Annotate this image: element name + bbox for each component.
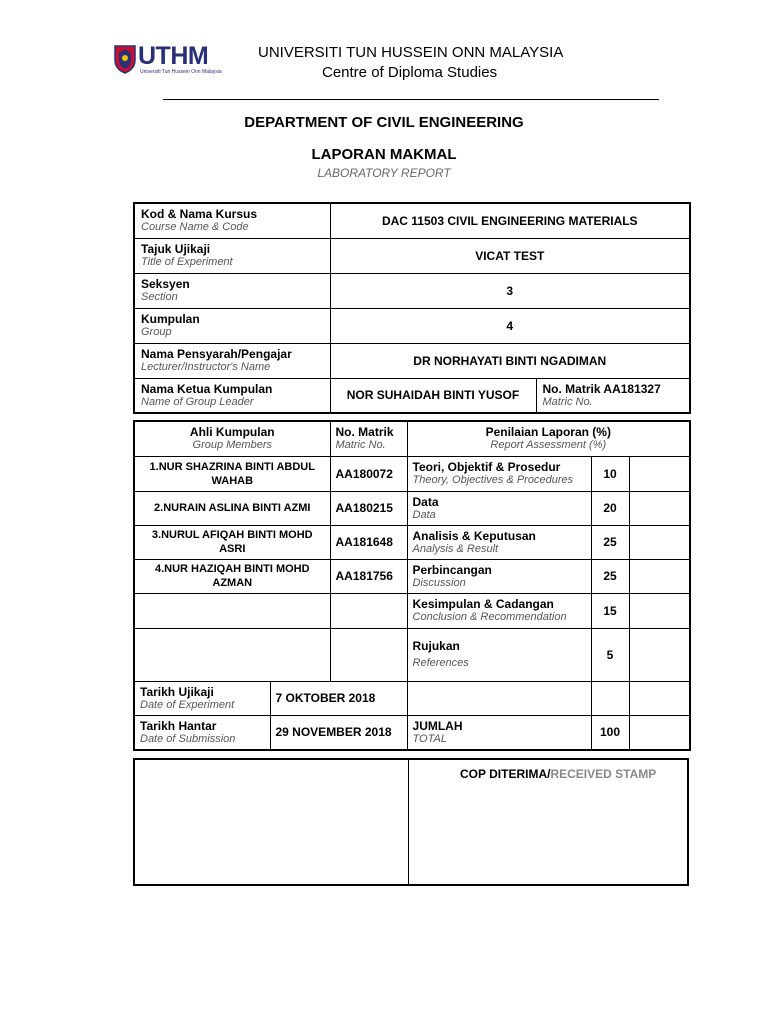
- title-row: [134, 238, 690, 273]
- table-row: [134, 491, 690, 525]
- shield-icon: [113, 44, 137, 74]
- assessment-score: 10: [591, 456, 629, 491]
- member-matric: [330, 628, 407, 681]
- table-row: [134, 628, 690, 681]
- blank-cell: [591, 681, 629, 715]
- report-subtitle: LABORATORY REPORT: [317, 166, 451, 180]
- date-submission-value: 29 NOVEMBER 2018: [270, 715, 407, 750]
- received-stamp-label: COP DITERIMA/RECEIVED STAMP: [460, 767, 657, 781]
- member-name: [134, 628, 330, 681]
- assessment-item: Teori, Objektif & Prosedur Theory, Objectives & Procedures: [407, 456, 591, 491]
- logo-wordmark: UTHM: [138, 42, 209, 70]
- blank-cell: [629, 681, 690, 715]
- blank-cell: [629, 715, 690, 750]
- assessment-score: 25: [591, 559, 629, 593]
- member-name: 2.NURAIN ASLINA BINTI AZMI: [134, 491, 330, 525]
- score-blank: [629, 525, 690, 559]
- table-row: [134, 593, 690, 628]
- member-name: 1.NUR SHAZRINA BINTI ABDUL WAHAB: [134, 456, 330, 491]
- assessment-score: 25: [591, 525, 629, 559]
- header-divider: [163, 99, 659, 100]
- section-row: [134, 273, 690, 308]
- lecturer-label: Nama Pensyarah/Pengajar Lecturer/Instructor's Name: [134, 343, 330, 378]
- table-row: [134, 456, 690, 491]
- leader-value: NOR SUHAIDAH BINTI YUSOF: [330, 378, 536, 413]
- assessment-item: Analisis & Keputusan Analysis & Result: [407, 525, 591, 559]
- member-matric: [330, 593, 407, 628]
- total-score: 100: [591, 715, 629, 750]
- score-blank: [629, 593, 690, 628]
- section-label: Seksyen Section: [134, 273, 330, 308]
- score-blank: [629, 628, 690, 681]
- leader-label: Nama Ketua Kumpulan Name of Group Leader: [134, 378, 330, 413]
- matric-header: No. Matrik Matric No.: [330, 421, 407, 456]
- table-row: [134, 525, 690, 559]
- course-row: [134, 203, 690, 238]
- group-value: 4: [330, 308, 690, 343]
- date-experiment-value: 7 OKTOBER 2018: [270, 681, 407, 715]
- department-title: DEPARTMENT OF CIVIL ENGINEERING: [244, 114, 524, 131]
- member-matric: AA181648: [330, 525, 407, 559]
- course-label: Kod & Nama Kursus Course Name & Code: [134, 203, 330, 238]
- assessment-item: Kesimpulan & Cadangan Conclusion & Recommendation: [407, 593, 591, 628]
- member-matric: AA180072: [330, 456, 407, 491]
- score-blank: [629, 491, 690, 525]
- course-value: DAC 11503 CIVIL ENGINEERING MATERIALS: [330, 203, 690, 238]
- title-label: Tajuk Ujikaji Title of Experiment: [134, 238, 330, 273]
- leader-matric: No. Matrik AA181327 Matric No.: [536, 378, 690, 413]
- lecturer-row: [134, 343, 690, 378]
- assessment-item: Perbincangan Discussion: [407, 559, 591, 593]
- members-header: Ahli Kumpulan Group Members: [134, 421, 330, 456]
- title-value: VICAT TEST: [330, 238, 690, 273]
- member-name: 4.NUR HAZIQAH BINTI MOHD AZMAN: [134, 559, 330, 593]
- report-title: LAPORAN MAKMAL: [311, 146, 457, 163]
- stamp-divider: [408, 760, 409, 884]
- date-submission-row: [134, 715, 690, 750]
- uthm-logo: [113, 44, 228, 78]
- leader-row: [134, 378, 690, 413]
- score-blank: [629, 559, 690, 593]
- blank-cell: [407, 681, 591, 715]
- assessment-header: Penilaian Laporan (%) Report Assessment (%): [407, 421, 690, 456]
- assessment-score: 5: [591, 628, 629, 681]
- assessment-score: 15: [591, 593, 629, 628]
- member-matric: AA180215: [330, 491, 407, 525]
- score-blank: [629, 456, 690, 491]
- group-label: Kumpulan Group: [134, 308, 330, 343]
- university-name: UNIVERSITI TUN HUSSEIN ONN MALAYSIA: [258, 44, 564, 61]
- total-label: JUMLAH TOTAL: [407, 715, 591, 750]
- group-row: [134, 308, 690, 343]
- logo-subtitle: Universiti Tun Hussein Onn Malaysia: [140, 69, 222, 75]
- assessment-score: 20: [591, 491, 629, 525]
- assessment-item: Rujukan References: [407, 628, 591, 681]
- lecturer-value: DR NORHAYATI BINTI NGADIMAN: [330, 343, 690, 378]
- date-experiment-row: [134, 681, 690, 715]
- members-assessment-table: [133, 420, 691, 751]
- table-row: [134, 559, 690, 593]
- date-submission-label: Tarikh Hantar Date of Submission: [134, 715, 270, 750]
- date-experiment-label: Tarikh Ujikaji Date of Experiment: [134, 681, 270, 715]
- course-info-table: [133, 202, 691, 414]
- member-name: [134, 593, 330, 628]
- received-stamp-box: [133, 758, 689, 886]
- member-matric: AA181756: [330, 559, 407, 593]
- section-value: 3: [330, 273, 690, 308]
- table-header-row: [134, 421, 690, 456]
- member-name: 3.NURUL AFIQAH BINTI MOHD ASRI: [134, 525, 330, 559]
- centre-name: Centre of Diploma Studies: [322, 64, 498, 81]
- assessment-item: Data Data: [407, 491, 591, 525]
